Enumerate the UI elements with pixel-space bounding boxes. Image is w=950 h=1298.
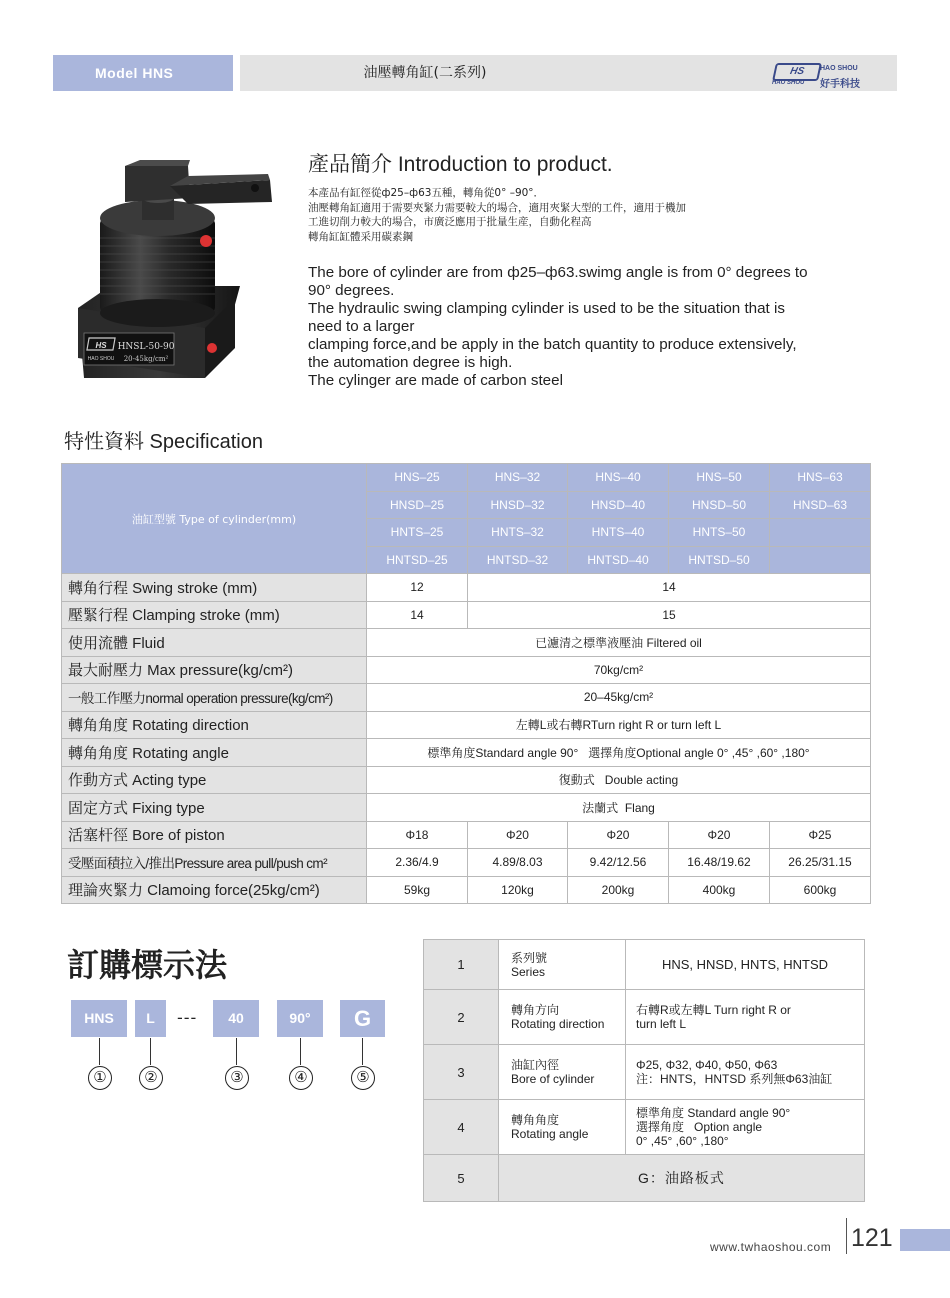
cell-value: 4.89/8.03 bbox=[468, 849, 568, 877]
table-row bbox=[62, 629, 871, 657]
row-label: 使用流體 Fluid bbox=[62, 629, 367, 657]
table-row bbox=[62, 739, 871, 767]
row-number: 5 bbox=[424, 1155, 499, 1202]
model-cell bbox=[770, 519, 871, 547]
intro-cn-line: 油壓轉角缸適用于需要夾緊力需要較大的場合，適用夾緊大型的工件，適用于機加 bbox=[308, 201, 686, 214]
row-number: 3 bbox=[424, 1045, 499, 1100]
cell-value: 120kg bbox=[468, 876, 568, 904]
number-circle-4: ④ bbox=[289, 1066, 313, 1090]
number-circle-5: ⑤ bbox=[351, 1066, 375, 1090]
cell-value: Φ18 bbox=[367, 821, 468, 849]
row-value-line: 0° ,45° ,60° ,180° bbox=[636, 1134, 729, 1148]
model-cell: HNS–50 bbox=[669, 464, 770, 492]
number-circle-1: ① bbox=[88, 1066, 112, 1090]
row-label: 固定方式 Fixing type bbox=[62, 794, 367, 822]
row-value: HNS, HNSD, HNTS, HNTSD bbox=[626, 940, 865, 990]
code-mounting: G bbox=[340, 1000, 385, 1037]
row-label: 理論夾緊力 Clamoing force(25kg/cm²) bbox=[62, 876, 367, 904]
table-row bbox=[62, 766, 871, 794]
row-label: 壓緊行程 Clamping stroke (mm) bbox=[62, 601, 367, 629]
row-label: 轉角角度 Rotating direction bbox=[62, 711, 367, 739]
intro-en-text bbox=[308, 264, 878, 390]
cell-value: 2.36/4.9 bbox=[367, 849, 468, 877]
table-row bbox=[424, 1045, 865, 1100]
row-name bbox=[499, 990, 626, 1045]
row-name-cn: 轉角角度 bbox=[511, 1113, 560, 1127]
ordering-title: 訂購標示法 bbox=[67, 946, 228, 984]
intro-en-line: 90° degrees. bbox=[308, 282, 395, 299]
row-label: 轉角角度 Rotating angle bbox=[62, 739, 367, 767]
row-name-en: Rotating direction bbox=[511, 1017, 605, 1031]
intro-cn-line: 工進切削力較大的場合，市廣泛應用于批量生産，自動化程高 bbox=[308, 216, 592, 228]
table-row bbox=[62, 821, 871, 849]
intro-cn-line: 轉角缸缸體采用碳素鋼 bbox=[308, 230, 413, 243]
row-label: 轉角行程 Swing stroke (mm) bbox=[62, 574, 367, 602]
table-row bbox=[424, 990, 865, 1045]
connector-line bbox=[150, 1038, 151, 1065]
cell-value: 法蘭式 Flang bbox=[367, 794, 871, 822]
model-cell: HNTSD–32 bbox=[468, 546, 568, 574]
row-name-cn: 系列號 bbox=[511, 950, 548, 965]
footer-accent-bar bbox=[900, 1229, 950, 1251]
intro-en-line: need to a larger bbox=[308, 318, 415, 335]
brand-name-en: HAO SHOU bbox=[820, 65, 858, 72]
model-cell: HNSD–25 bbox=[367, 491, 468, 519]
model-cell: HNTS–50 bbox=[669, 519, 770, 547]
row-value-line: turn left L bbox=[636, 1017, 687, 1031]
table-row bbox=[62, 684, 871, 712]
intro-cn-text bbox=[308, 186, 828, 244]
spec-title: 特性資料 Specification bbox=[64, 431, 263, 453]
intro-en-line: the automation degree is high. bbox=[308, 354, 513, 371]
cell-value: Φ20 bbox=[468, 821, 568, 849]
cell-value: 20–45kg/cm² bbox=[367, 684, 871, 712]
type-of-cylinder-label: 油缸型號 Type of cylinder(mm) bbox=[62, 464, 367, 574]
code-angle: 90° bbox=[277, 1000, 323, 1037]
table-row bbox=[62, 849, 871, 877]
connector-line bbox=[362, 1038, 363, 1065]
page-number: 121 bbox=[851, 1224, 893, 1252]
code-direction: L bbox=[135, 1000, 166, 1037]
model-cell: HNSD–63 bbox=[770, 491, 871, 519]
row-value-line: Φ25, Φ32, Φ40, Φ50, Φ63 bbox=[636, 1058, 778, 1072]
row-name-en: Bore of cylinder bbox=[511, 1072, 595, 1086]
model-label: Model HNS bbox=[53, 55, 233, 91]
row-value-line: 注：HNTS，HNTSD 系列無Φ63油缸 bbox=[636, 1072, 833, 1086]
intro-en-line: The cylinger are made of carbon steel bbox=[308, 372, 563, 389]
plate-pressure: 20-45kg/cm² bbox=[123, 355, 169, 363]
cell-value: 12 bbox=[367, 574, 468, 602]
intro-en-line: The hydraulic swing clamping cylinder is used to be the situation that is bbox=[308, 300, 785, 317]
row-name-cn: 油缸內徑 bbox=[511, 1058, 560, 1072]
product-image bbox=[70, 158, 280, 388]
cell-value: 16.48/19.62 bbox=[669, 849, 770, 877]
row-label: 活塞杆徑 Bore of piston bbox=[62, 821, 367, 849]
table-row bbox=[424, 1155, 865, 1202]
cell-value: Φ25 bbox=[770, 821, 871, 849]
row-number: 1 bbox=[424, 940, 499, 990]
brand-name-cn: 好手科技 bbox=[820, 79, 860, 90]
row-value bbox=[626, 990, 865, 1045]
cell-value: 600kg bbox=[770, 876, 871, 904]
table-row bbox=[62, 711, 871, 739]
connector-line bbox=[300, 1038, 301, 1065]
model-cell: HNSD–50 bbox=[669, 491, 770, 519]
model-cell: HNSD–32 bbox=[468, 491, 568, 519]
code-separator: --- bbox=[177, 1008, 198, 1027]
website-url: www.twhaoshou.com bbox=[710, 1240, 832, 1254]
table-row bbox=[62, 876, 871, 904]
intro-en-line: clamping force,and be apply in the batch quantity to produce extensively, bbox=[308, 336, 797, 353]
cell-value: 14 bbox=[468, 574, 871, 602]
row-label: 作動方式 Acting type bbox=[62, 766, 367, 794]
plate-logo-sub: HAO SHOU bbox=[87, 356, 115, 362]
brand-logo-sub: HAO SHOU bbox=[772, 80, 805, 86]
number-circle-2: ② bbox=[139, 1066, 163, 1090]
spec-table bbox=[61, 463, 871, 904]
row-value bbox=[626, 1045, 865, 1100]
cell-value: Φ20 bbox=[669, 821, 770, 849]
row-value bbox=[626, 1100, 865, 1155]
table-row bbox=[424, 940, 865, 990]
cell-value: 已濾清之標準液壓油 Filtered oil bbox=[367, 629, 871, 657]
model-cell: HNS–63 bbox=[770, 464, 871, 492]
table-row bbox=[424, 1100, 865, 1155]
row-name bbox=[499, 940, 626, 990]
brand-logo-mark: HS bbox=[772, 63, 822, 81]
model-cell: HNTS–25 bbox=[367, 519, 468, 547]
cell-value: 左轉L或右轉RTurn right R or turn left L bbox=[367, 711, 871, 739]
row-number: 4 bbox=[424, 1100, 499, 1155]
connector-line bbox=[236, 1038, 237, 1065]
cell-value: 14 bbox=[367, 601, 468, 629]
ordering-table bbox=[423, 939, 865, 1202]
model-cell: HNS–40 bbox=[568, 464, 669, 492]
table-row bbox=[62, 601, 871, 629]
page-title: 油壓轉角缸(二系列) bbox=[363, 65, 487, 81]
cell-value: 200kg bbox=[568, 876, 669, 904]
table-row bbox=[62, 794, 871, 822]
cell-value: 15 bbox=[468, 601, 871, 629]
row-name-en: Series bbox=[511, 964, 546, 979]
intro-cn-line: 本產品有缸徑從ф25–ф63五種，轉角從0° –90°． bbox=[308, 187, 545, 199]
intro-title: 產品簡介 Introduction to product. bbox=[308, 153, 613, 176]
model-cell: HNTSD–40 bbox=[568, 546, 669, 574]
code-bore: 40 bbox=[213, 1000, 259, 1037]
model-cell: HNS–25 bbox=[367, 464, 468, 492]
cell-value: 標準角度Standard angle 90° 選擇角度Optional angle 0° ,45° ,60° ,180° bbox=[367, 739, 871, 767]
cell-value: 9.42/12.56 bbox=[568, 849, 669, 877]
row-label: 最大耐壓力 Max pressure(kg/cm²) bbox=[62, 656, 367, 684]
row-name bbox=[499, 1045, 626, 1100]
model-cell: HNS–32 bbox=[468, 464, 568, 492]
row-value: G：油路板式 bbox=[499, 1155, 865, 1202]
table-row bbox=[62, 464, 871, 492]
footer-divider bbox=[846, 1218, 847, 1254]
cell-value: 復動式 Double acting bbox=[367, 766, 871, 794]
plate-logo-mark: HS bbox=[95, 341, 107, 350]
plate-model: HNSL-50-90 bbox=[117, 342, 175, 352]
number-circle-3: ③ bbox=[225, 1066, 249, 1090]
row-label: 受壓面積拉入/推出Pressure area pull/push cm² bbox=[62, 849, 367, 877]
row-name bbox=[499, 1100, 626, 1155]
table-row bbox=[62, 656, 871, 684]
cell-value: Φ20 bbox=[568, 821, 669, 849]
cell-value: 26.25/31.15 bbox=[770, 849, 871, 877]
model-cell: HNTSD–25 bbox=[367, 546, 468, 574]
row-value-line: 右轉R或左轉L Turn right R or bbox=[636, 1003, 791, 1017]
code-series: HNS bbox=[71, 1000, 127, 1037]
row-name-cn: 轉角方向 bbox=[511, 1003, 560, 1017]
model-cell: HNTS–40 bbox=[568, 519, 669, 547]
model-cell bbox=[770, 546, 871, 574]
row-number: 2 bbox=[424, 990, 499, 1045]
row-value-line: 標準角度 Standard angle 90° bbox=[636, 1106, 791, 1120]
model-cell: HNTS–32 bbox=[468, 519, 568, 547]
row-label: 一般工作壓力normal operation pressure(kg/cm²) bbox=[62, 684, 367, 712]
cell-value: 70kg/cm² bbox=[367, 656, 871, 684]
model-cell: HNSD–40 bbox=[568, 491, 669, 519]
table-row bbox=[62, 574, 871, 602]
cell-value: 59kg bbox=[367, 876, 468, 904]
model-cell: HNTSD–50 bbox=[669, 546, 770, 574]
row-name-en: Rotating angle bbox=[511, 1127, 589, 1141]
row-value-line: 選擇角度 Option angle bbox=[636, 1120, 763, 1134]
intro-en-line: The bore of cylinder are from ф25–ф63.swimg angle is from 0° degrees to bbox=[308, 264, 808, 281]
connector-line bbox=[99, 1038, 100, 1065]
cell-value: 400kg bbox=[669, 876, 770, 904]
